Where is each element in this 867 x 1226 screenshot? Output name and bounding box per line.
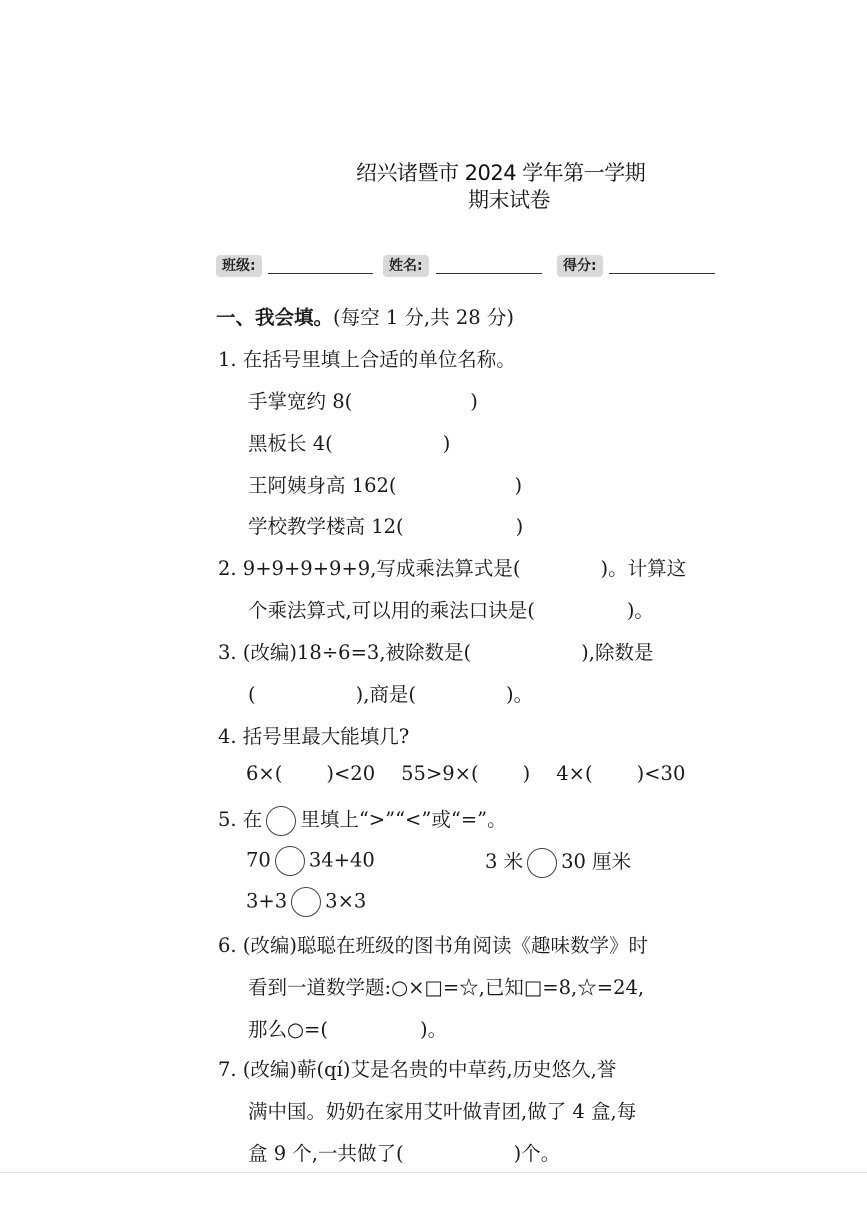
q5-c3-b: 3×3 bbox=[325, 889, 367, 913]
close-paren: ) bbox=[515, 515, 524, 538]
q3-text-c: ( bbox=[248, 683, 256, 706]
q6-text-b: )。 bbox=[419, 1018, 448, 1041]
question-4-items bbox=[246, 762, 685, 785]
q2-text-c: 个乘法算式,可以用的乘法口诀是( bbox=[248, 599, 535, 622]
circle-blank[interactable] bbox=[527, 848, 557, 878]
q5-c1-a: 70 bbox=[246, 848, 271, 872]
question-1-item bbox=[248, 511, 523, 539]
q5-c2-a: 3 米 bbox=[485, 850, 524, 873]
section-heading bbox=[216, 302, 514, 330]
q2-text-b: )。计算这 bbox=[600, 557, 687, 580]
section-title: 一、我会填。 bbox=[216, 306, 334, 329]
close-paren: ) bbox=[470, 390, 478, 413]
q3-text-b: ),除数是 bbox=[581, 641, 654, 664]
question-1-item bbox=[248, 386, 478, 414]
question-5-compare-1 bbox=[246, 846, 375, 876]
q6-text-a: 那么○=( bbox=[248, 1018, 328, 1041]
q5-c3-a: 3+3 bbox=[246, 889, 288, 913]
q2-text-a: 2. 9+9+9+9+9,写成乘法算式是( bbox=[218, 557, 521, 580]
q5-c2-b: 30 厘米 bbox=[561, 850, 632, 873]
item-text: 黑板长 4( bbox=[248, 432, 333, 455]
question-1-item bbox=[248, 470, 522, 498]
question-6-line3 bbox=[248, 1014, 447, 1042]
question-7-line1: 7. (改编)蕲(qí)艾是名贵的中草药,历史悠久,誉 bbox=[218, 1058, 617, 1081]
class-blank[interactable] bbox=[268, 273, 373, 274]
question-5-compare-3 bbox=[246, 887, 366, 917]
q4-p3-a: 4×( bbox=[556, 762, 593, 785]
score-label: 得分: bbox=[557, 255, 603, 277]
q4-p1-a: 6×( bbox=[246, 762, 283, 785]
circle-blank[interactable] bbox=[275, 846, 305, 876]
question-2-line2 bbox=[248, 595, 654, 623]
close-paren: ) bbox=[442, 432, 451, 455]
question-3-line2 bbox=[248, 679, 533, 707]
exam-title: 绍兴诸暨市 2024 学年第一学期 bbox=[356, 161, 646, 185]
score-blank[interactable] bbox=[609, 273, 715, 274]
question-6-line1: 6. (改编)聪聪在班级的图书角阅读《趣味数学》时 bbox=[218, 934, 649, 957]
q4-p2-a: 55>9×( bbox=[401, 762, 479, 785]
q3-text-e: )。 bbox=[506, 683, 534, 706]
q5-c1-b: 34+40 bbox=[308, 848, 375, 872]
class-label: 班级: bbox=[216, 255, 262, 277]
q3-text-a: 3. (改编)18÷6=3,被除数是( bbox=[218, 641, 472, 664]
question-2-line1 bbox=[218, 553, 686, 581]
q7-text-b: )个。 bbox=[513, 1142, 561, 1165]
question-7-line2: 满中国。奶奶在家用艾叶做青团,做了 4 盒,每 bbox=[248, 1100, 637, 1123]
question-5-stem bbox=[218, 804, 507, 836]
circle-blank[interactable] bbox=[291, 887, 321, 917]
q4-p2-b: ) bbox=[522, 762, 531, 785]
circle-blank[interactable] bbox=[266, 806, 296, 836]
q2-text-d: )。 bbox=[626, 599, 654, 622]
question-1-item bbox=[248, 428, 450, 456]
name-blank[interactable] bbox=[436, 273, 542, 274]
section-points: (每空 1 分,共 28 分) bbox=[333, 306, 514, 329]
name-label: 姓名: bbox=[383, 255, 429, 277]
q5-stem-b: 里填上“>”“<”或“=”。 bbox=[300, 808, 507, 831]
close-paren: ) bbox=[514, 474, 523, 497]
q4-p1-b: )<20 bbox=[326, 762, 376, 785]
q3-text-d: ),商是( bbox=[355, 683, 417, 706]
question-7-line3 bbox=[248, 1138, 560, 1166]
exam-subtitle: 期末试卷 bbox=[468, 188, 550, 212]
question-1-stem: 1. 在括号里填上合适的单位名称。 bbox=[218, 348, 516, 371]
student-info-row bbox=[216, 255, 721, 281]
q7-text-a: 盒 9 个,一共做了( bbox=[248, 1142, 404, 1165]
item-text: 手掌宽约 8( bbox=[248, 390, 353, 413]
q4-p3-b: )<30 bbox=[636, 762, 686, 785]
item-text: 学校教学楼高 12( bbox=[248, 515, 404, 538]
page-divider bbox=[0, 1172, 867, 1173]
question-4-stem: 4. 括号里最大能填几? bbox=[218, 725, 410, 748]
q5-stem-a: 5. 在 bbox=[218, 808, 263, 831]
question-6-line2: 看到一道数学题:○×□=☆,已知□=8,☆=24, bbox=[248, 976, 645, 999]
question-3-line1 bbox=[218, 637, 653, 665]
question-5-compare-2 bbox=[485, 846, 631, 878]
item-text: 王阿姨身高 162( bbox=[248, 474, 397, 497]
